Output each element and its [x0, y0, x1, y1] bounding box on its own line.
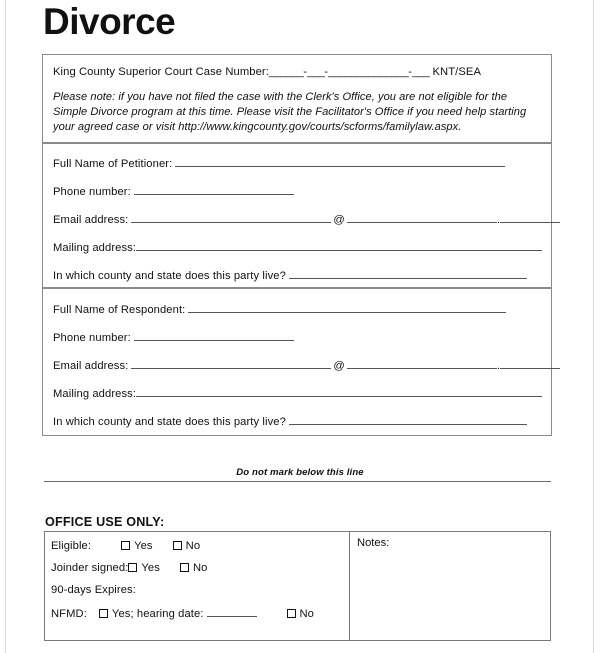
respondent-mailing-input[interactable] — [136, 386, 542, 397]
eligible-yes-label: Yes — [134, 540, 153, 552]
joinder-no-checkbox[interactable] — [180, 563, 189, 572]
case-number-blank-4[interactable]: ___ — [412, 66, 430, 78]
nfmd-yes-checkbox[interactable] — [99, 609, 108, 618]
case-number-separator-2: - — [324, 66, 329, 78]
petitioner-mailing-input[interactable] — [136, 240, 542, 251]
email-dot: . — [496, 214, 501, 226]
nfmd-no-checkbox[interactable] — [287, 609, 296, 618]
petitioner-phone-input[interactable] — [134, 184, 294, 195]
petitioner-county-row — [53, 268, 527, 282]
nfmd-no-label: No — [299, 608, 315, 620]
respondent-full-name-label: Full Name of Respondent: — [53, 304, 186, 316]
at-symbol: @ — [333, 360, 345, 372]
respondent-email-row — [53, 358, 560, 372]
case-number-section — [42, 54, 552, 143]
petitioner-full-name-row — [53, 156, 505, 170]
petitioner-email-tld-input[interactable] — [500, 212, 560, 223]
case-number-blank-2[interactable]: ___ — [307, 66, 325, 78]
do-not-mark-notice: Do not mark below this line — [236, 467, 364, 478]
office-row-joinder — [51, 562, 207, 574]
respondent-full-name-row — [53, 302, 506, 316]
office-row-expires — [51, 584, 136, 596]
respondent-county-label: In which county and state does this party live? — [53, 416, 286, 428]
office-use-divider — [349, 532, 350, 640]
respondent-phone-input[interactable] — [134, 330, 294, 341]
nfmd-hearing-date-input[interactable] — [207, 606, 257, 617]
eligible-no-label: No — [185, 540, 201, 552]
petitioner-email-domain-input[interactable] — [347, 212, 497, 223]
eligible-label: Eligible: — [51, 540, 92, 552]
petitioner-email-user-input[interactable] — [131, 212, 331, 223]
case-number-suffix: KNT/SEA — [432, 66, 482, 78]
respondent-email-domain-input[interactable] — [347, 358, 497, 369]
petitioner-section — [42, 143, 552, 288]
petitioner-county-label: In which county and state does this party live? — [53, 270, 286, 282]
respondent-full-name-input[interactable] — [188, 302, 506, 313]
office-use-section — [44, 531, 551, 641]
case-number-separator-3: - — [408, 66, 413, 78]
joinder-yes-label: Yes — [141, 562, 160, 574]
joinder-no-label: No — [192, 562, 208, 574]
petitioner-phone-row — [53, 184, 294, 198]
respondent-email-user-input[interactable] — [131, 358, 331, 369]
respondent-phone-label: Phone number: — [53, 332, 131, 344]
eligible-no-checkbox[interactable] — [173, 541, 182, 550]
respondent-section — [42, 288, 552, 436]
petitioner-mailing-row — [53, 240, 542, 254]
at-symbol: @ — [333, 214, 345, 226]
email-dot: . — [496, 360, 501, 372]
respondent-mailing-row — [53, 386, 542, 400]
petitioner-phone-label: Phone number: — [53, 186, 131, 198]
eligibility-note: Please note: if you have not filed the case with the Clerk's Office, you are not eligible for the Simple Divorce program at this time. Please visit the Facilitator's Office if you need help starting your agreed case or visit http://www.kingcounty.gov/courts/scforms/familylaw.aspx. — [53, 91, 527, 134]
page-title: Divorce — [43, 1, 176, 42]
case-number-separator-1: - — [303, 66, 308, 78]
office-row-nfmd — [51, 606, 314, 620]
office-use-heading: OFFICE USE ONLY: — [45, 515, 165, 529]
petitioner-full-name-input[interactable] — [175, 156, 505, 167]
petitioner-email-row — [53, 212, 560, 226]
respondent-county-input[interactable] — [289, 414, 527, 425]
nfmd-label: NFMD: — [51, 608, 87, 620]
nfmd-yes-label: Yes; hearing date: — [111, 608, 204, 620]
petitioner-email-label: Email address: — [53, 214, 129, 226]
respondent-mailing-label: Mailing address: — [53, 388, 137, 400]
respondent-email-tld-input[interactable] — [500, 358, 560, 369]
petitioner-county-input[interactable] — [289, 268, 527, 279]
notes-label: Notes: — [357, 537, 390, 549]
office-row-eligible — [51, 540, 200, 552]
case-number-blank-3[interactable]: ______________ — [328, 66, 409, 78]
respondent-phone-row — [53, 330, 294, 344]
case-number-blank-1[interactable]: ______ — [268, 66, 304, 78]
petitioner-mailing-label: Mailing address: — [53, 242, 137, 254]
respondent-county-row — [53, 414, 527, 428]
case-number-label: King County Superior Court Case Number: — [53, 66, 269, 78]
joinder-label: Joinder signed: — [51, 562, 129, 574]
respondent-email-label: Email address: — [53, 360, 129, 372]
do-not-mark-rule — [44, 481, 551, 482]
eligible-yes-checkbox[interactable] — [121, 541, 130, 550]
case-number-line — [53, 66, 481, 78]
petitioner-full-name-label: Full Name of Petitioner: — [53, 158, 173, 170]
expires-label: 90-days Expires: — [51, 584, 136, 596]
